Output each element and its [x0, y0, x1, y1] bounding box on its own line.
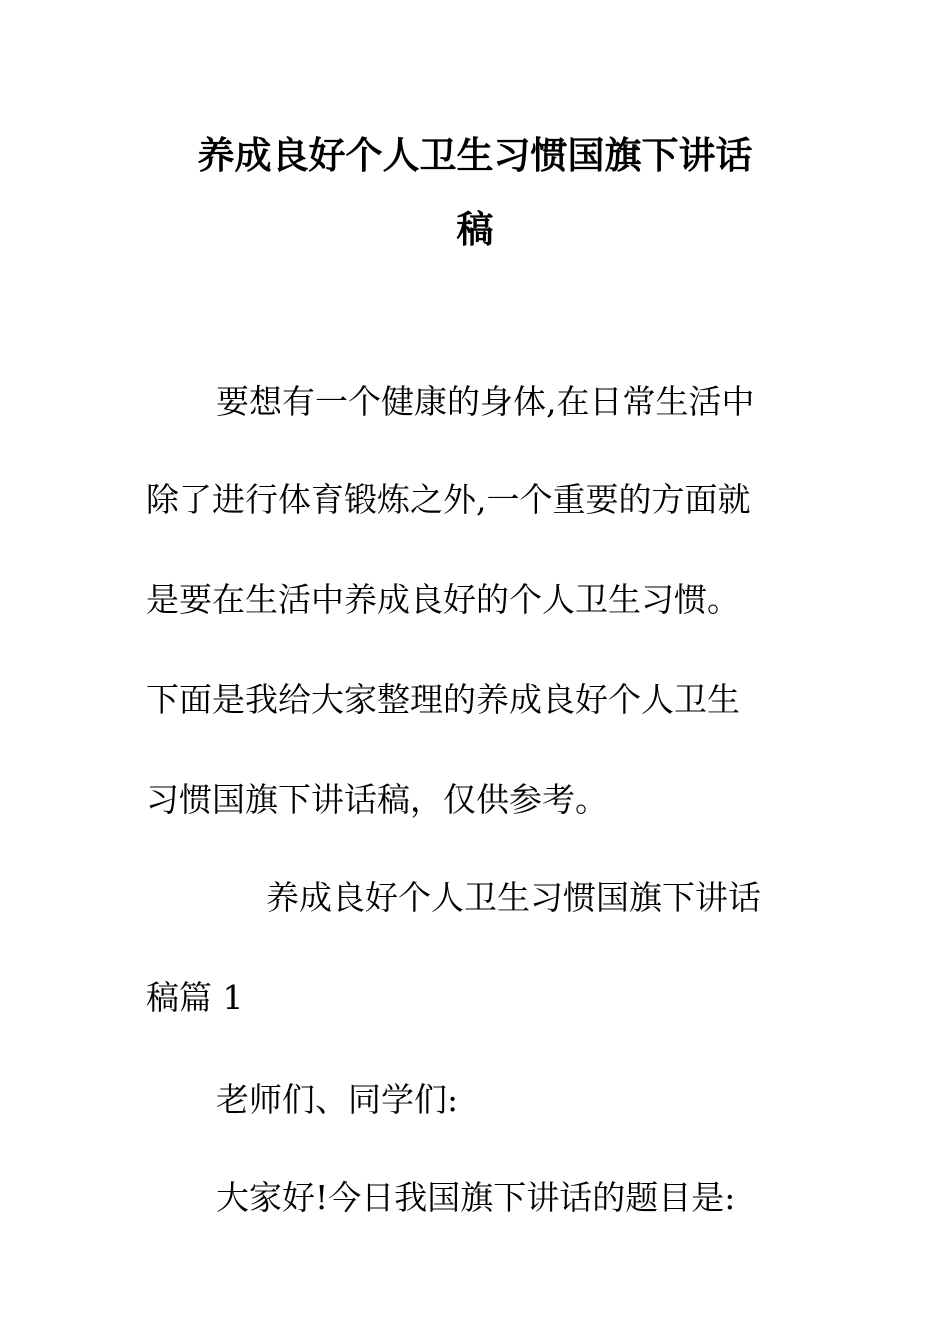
- document-title-line-1: 养成良好个人卫生习惯国旗下讲话: [197, 134, 753, 177]
- salutation-line: 老师们、同学们:: [216, 1080, 459, 1119]
- section-heading-line-1: 养成良好个人卫生习惯国旗下讲话: [266, 878, 761, 917]
- intro-line-1: 要想有一个健康的身体,在日常生活中: [216, 382, 755, 421]
- intro-line-3: 是要在生活中养成良好的个人卫生习惯。: [146, 580, 740, 619]
- greeting-line: 大家好!今日我国旗下讲话的题目是:: [216, 1178, 736, 1217]
- intro-line-4: 下面是我给大家整理的养成良好个人卫生: [146, 680, 740, 719]
- section-heading-line-2: 稿篇 1: [146, 978, 244, 1017]
- intro-line-2: 除了进行体育锻炼之外,一个重要的方面就: [146, 480, 751, 519]
- intro-line-5: 习惯国旗下讲话稿，仅供参考。: [146, 780, 608, 819]
- document-title-line-2: 稿: [456, 208, 494, 251]
